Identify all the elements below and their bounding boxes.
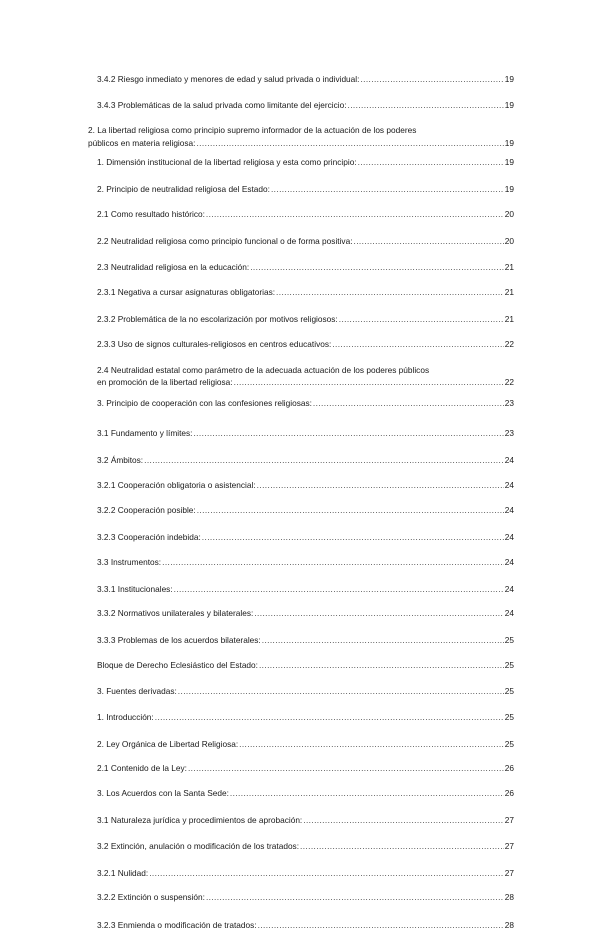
toc-entry-line: [97, 235, 514, 248]
dot-leader: [348, 99, 504, 112]
toc-entry-line: [97, 659, 514, 672]
toc-entry-line: [97, 427, 514, 440]
toc-entry-first-line: 2.4 Neutralidad estatal como parámetro de la adecuada actuación de los poderes públicos: [97, 364, 430, 375]
toc-entry-page-number: 19: [504, 156, 514, 167]
toc-entry-line: [97, 583, 514, 596]
toc-entry-title: 1. Introducción:: [97, 712, 154, 722]
dot-leader: [360, 73, 503, 86]
dot-leader: [202, 531, 504, 544]
toc-entry[interactable]: [0, 814, 599, 827]
toc-entry-title: 2.3.1 Negativa a cursar asignaturas obligatorias:: [97, 286, 276, 297]
toc-entry-line: [97, 787, 514, 800]
toc-entry[interactable]: [0, 397, 599, 410]
toc-entry[interactable]: [0, 338, 599, 351]
dot-leader: [259, 659, 504, 672]
toc-entry[interactable]: [0, 286, 599, 299]
toc-entry[interactable]: [0, 208, 599, 221]
toc-entry[interactable]: [0, 634, 599, 647]
toc-entry-line: [97, 73, 514, 86]
toc-entry-title: 3.2 Extinción, anulación o modificación de los tratados:: [97, 841, 300, 851]
toc-entry-page-number: 26: [504, 788, 514, 798]
toc-entry[interactable]: [0, 99, 599, 112]
toc-entry-title: 3.2.2 Cooperación posible:: [97, 505, 196, 515]
dot-leader: [193, 427, 503, 440]
dot-leader: [178, 685, 504, 698]
toc-entry-line: [97, 634, 514, 647]
toc-entry[interactable]: [0, 531, 599, 544]
toc-entry-line: [97, 286, 514, 299]
dot-leader: [303, 814, 504, 827]
toc-entry[interactable]: [0, 556, 599, 569]
toc-entry-line: [97, 556, 514, 569]
dot-leader: [188, 762, 504, 775]
toc-entry[interactable]: [0, 738, 599, 751]
toc-entry-page-number: 24: [504, 505, 514, 515]
toc-entry-line: [97, 919, 514, 932]
toc-entry-page-number: 27: [504, 868, 514, 878]
dot-leader: [206, 208, 504, 221]
toc-entry-line: [97, 376, 514, 389]
dot-leader: [250, 261, 504, 274]
toc-entry-page-number: 28: [504, 892, 514, 902]
toc-entry-title: 2.3 Neutralidad religiosa en la educación:: [97, 261, 250, 272]
toc-entry-page-number: 24: [504, 557, 514, 567]
toc-entry-title: 3.4.2 Riesgo inmediato y menores de edad y salud privada o individual:: [97, 74, 360, 84]
toc-entry[interactable]: [0, 313, 599, 326]
dot-leader: [239, 738, 504, 751]
toc-entry-page-number: 24: [504, 480, 514, 490]
toc-entry-title: 2. Principio de neutralidad religiosa del Estado:: [97, 183, 270, 194]
toc-entry-line: [97, 313, 514, 326]
toc-entry-page-number: 24: [504, 532, 514, 542]
toc-entry-line: [97, 261, 514, 274]
toc-entry-page-number: 25: [504, 635, 514, 645]
toc-entry-title: públicos en materia religiosa:: [88, 137, 196, 148]
toc-entry-page-number: 21: [504, 261, 514, 272]
toc-entry-title: 1. Dimensión institucional de la libertad religiosa y esta como principio:: [97, 156, 357, 167]
toc-entry-title: 3.3.2 Normativos unilaterales y bilaterales:: [97, 608, 254, 618]
toc-entry-page-number: 24: [504, 455, 514, 465]
dot-leader: [162, 556, 504, 569]
toc-entry-title: 3.2.3 Cooperación indebida:: [97, 532, 201, 542]
toc-entry-title: 2.1 Como resultado histórico:: [97, 208, 205, 219]
toc-entry[interactable]: [0, 685, 599, 698]
toc-entry-title: 3. Fuentes derivadas:: [97, 686, 177, 696]
dot-leader: [313, 397, 504, 410]
toc-entry[interactable]: [0, 711, 599, 724]
toc-entry-page-number: 25: [504, 686, 514, 696]
toc-entry-title: 3.2.2 Extinción o suspensión:: [97, 892, 205, 902]
toc-entry-title: en promoción de la libertad religiosa:: [97, 377, 233, 387]
dot-leader: [300, 840, 504, 853]
toc-entry[interactable]: [0, 787, 599, 800]
toc-entry-title: 3.2.1 Nulidad:: [97, 868, 149, 878]
toc-entry-line: [97, 99, 514, 112]
toc-entry-title: 3. Los Acuerdos con la Santa Sede:: [97, 788, 229, 798]
toc-entry-title: Bloque de Derecho Eclesiástico del Estado:: [97, 660, 258, 670]
toc-entry-title: 3.3.3 Problemas de los acuerdos bilaterales:: [97, 635, 261, 645]
toc-entry-page-number: 23: [504, 428, 514, 438]
toc-entry[interactable]: [0, 479, 599, 492]
toc-entry-page-number: 21: [504, 313, 514, 324]
toc-entry[interactable]: [0, 607, 599, 620]
toc-entry[interactable]: [0, 762, 599, 775]
toc-entry-title: 2.3.2 Problemática de la no escolarización por motivos religiosos:: [97, 313, 338, 324]
dot-leader: [257, 479, 504, 492]
toc-entry-line: [97, 156, 514, 169]
toc-entry-page-number: 27: [504, 815, 514, 825]
toc-entry[interactable]: [0, 73, 599, 86]
toc-entry-page-number: 25: [504, 739, 514, 749]
dot-leader: [144, 454, 504, 467]
toc-entry[interactable]: [0, 504, 599, 517]
toc-entry-first-line: 2. La libertad religiosa como principio supremo informador de la actuación de los poderes: [88, 125, 417, 135]
toc-entry[interactable]: [0, 891, 599, 904]
toc-entry-title: 2.3.3 Uso de signos culturales-religiosos en centros educativos:: [97, 338, 332, 349]
toc-entry-line: [97, 208, 514, 221]
dot-leader: [174, 583, 504, 596]
dot-leader: [276, 286, 504, 299]
toc-entry[interactable]: [0, 427, 599, 440]
toc-entry-page-number: 28: [504, 920, 514, 930]
toc-entry-line: [97, 531, 514, 544]
toc-entry-title: 3.2.3 Enmienda o modificación de tratados:: [97, 920, 257, 930]
toc-entry-page-number: 23: [504, 398, 514, 408]
toc-entry[interactable]: [0, 235, 599, 248]
toc-entry-title: 3.4.3 Problemáticas de la salud privada como limitante del ejercicio:: [97, 100, 347, 110]
toc-entry[interactable]: [0, 156, 599, 169]
toc-entry[interactable]: [0, 659, 599, 672]
toc-entry[interactable]: [0, 261, 599, 274]
toc-entry-title: 3.1 Naturaleza jurídica y procedimientos de aprobación:: [97, 815, 303, 825]
toc-entry-page-number: 20: [504, 235, 514, 246]
toc-entry-title: 3.3 Instrumentos:: [97, 557, 162, 567]
dot-leader: [196, 137, 503, 150]
dot-leader: [358, 156, 504, 169]
toc-entry-page-number: 19: [504, 137, 514, 148]
toc-entry[interactable]: [0, 364, 599, 389]
toc-entry-page-number: 25: [504, 712, 514, 722]
toc-entry[interactable]: [0, 183, 599, 196]
toc-entry-title: 2.1 Contenido de la Ley:: [97, 763, 187, 773]
toc-entry[interactable]: [0, 454, 599, 467]
dot-leader: [234, 376, 504, 389]
toc-entry-page-number: 20: [504, 208, 514, 219]
toc-entry-line: [97, 867, 514, 880]
toc-entry-title: 3.1 Fundamento y límites:: [97, 428, 193, 438]
toc-entry[interactable]: [0, 840, 599, 853]
toc-entry-page-number: 19: [504, 74, 514, 84]
toc-entry[interactable]: [0, 867, 599, 880]
toc-entry-page-number: 27: [504, 841, 514, 851]
toc-entry[interactable]: [0, 583, 599, 596]
table-of-contents: [0, 73, 599, 932]
dot-leader: [339, 313, 504, 326]
toc-entry[interactable]: [0, 124, 599, 149]
toc-entry-page-number: 22: [504, 377, 514, 387]
dot-leader: [332, 338, 503, 351]
dot-leader: [155, 711, 504, 724]
toc-entry-line: [97, 685, 514, 698]
dot-leader: [271, 183, 504, 196]
toc-entry-line: [97, 814, 514, 827]
toc-entry-page-number: 19: [504, 100, 514, 110]
toc-entry-line: [97, 338, 514, 351]
dot-leader: [230, 787, 504, 800]
toc-entry-line: [97, 891, 514, 904]
toc-entry-line: [97, 479, 514, 492]
toc-entry-line: [97, 711, 514, 724]
toc-entry-page-number: 22: [504, 338, 514, 349]
dot-leader: [262, 634, 504, 647]
toc-entry-title: 2. Ley Orgánica de Libertad Religiosa:: [97, 739, 239, 749]
toc-entry-page-number: 26: [504, 763, 514, 773]
toc-entry-line: [97, 504, 514, 517]
dot-leader: [197, 504, 504, 517]
dot-leader: [206, 891, 504, 904]
toc-entry[interactable]: [0, 919, 599, 932]
toc-entry-page-number: 24: [504, 608, 514, 618]
toc-entry-line: [97, 738, 514, 751]
dot-leader: [149, 867, 504, 880]
toc-entry-page-number: 21: [504, 286, 514, 297]
toc-entry-title: 3. Principio de cooperación con las confesiones religiosas:: [97, 398, 312, 408]
toc-entry-title: 2.2 Neutralidad religiosa como principio funcional o de forma positiva:: [97, 235, 353, 246]
dot-leader: [258, 919, 504, 932]
toc-entry-line: [88, 137, 514, 150]
toc-entry-page-number: 19: [504, 183, 514, 194]
toc-entry-line: [97, 762, 514, 775]
toc-entry-page-number: 24: [504, 584, 514, 594]
dot-leader: [254, 607, 503, 620]
dot-leader: [354, 235, 504, 248]
toc-entry-title: 3.2.1 Cooperación obligatoria o asistencial:: [97, 480, 256, 490]
toc-entry-line: [97, 840, 514, 853]
toc-entry-title: 3.2 Ámbitos:: [97, 455, 144, 465]
toc-entry-line: [97, 397, 514, 410]
toc-entry-page-number: 25: [504, 660, 514, 670]
toc-entry-line: [97, 454, 514, 467]
toc-entry-line: [97, 607, 514, 620]
toc-entry-line: [97, 183, 514, 196]
toc-entry-title: 3.3.1 Institucionales:: [97, 584, 173, 594]
